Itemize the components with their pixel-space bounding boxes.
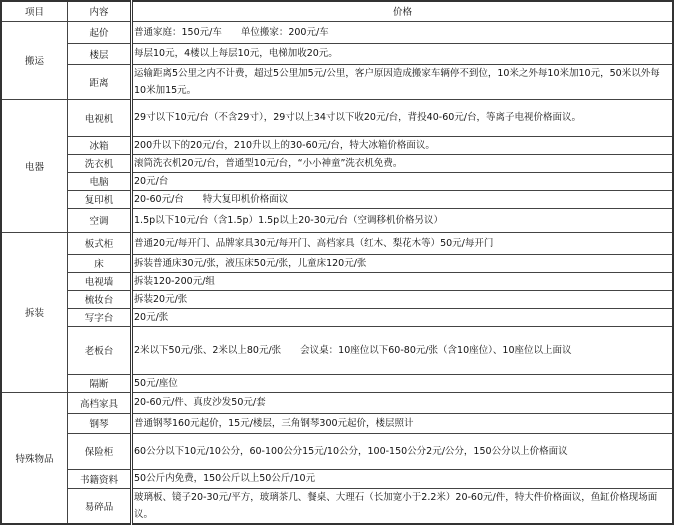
price-cell: 滚筒洗衣机20元/台，普通型10元/台，“小小神童”洗衣机免费。 [132, 154, 674, 172]
price-cell: 20元/张 [132, 308, 674, 326]
category-cell: 拆装 [1, 232, 68, 392]
price-cell: 50元/座位 [132, 374, 674, 392]
price-cell: 拆装120-200元/组 [132, 272, 674, 290]
price-cell: 50公斤内免费，150公斤以上50公斤/10元 [132, 469, 674, 488]
price-cell: 普通20元/每开门、品牌家具30元/每开门、高档家具（红木、梨花木等）50元/每开门 [132, 232, 674, 254]
item-cell: 写字台 [68, 308, 132, 326]
table-row [1, 232, 673, 254]
price-cell: 20元/台 [132, 172, 674, 190]
item-cell: 空调 [68, 208, 132, 232]
table-row [1, 136, 673, 154]
item-cell: 起价 [68, 21, 132, 43]
category-cell: 搬运 [1, 21, 68, 99]
table-row [1, 43, 673, 64]
table-row [1, 254, 673, 272]
item-cell: 电视墙 [68, 272, 132, 290]
table-row [1, 290, 673, 308]
price-cell: 1.5p以下10元/台（含1.5p）1.5p以上20-30元/台（空调移机价格另议） [132, 208, 674, 232]
table-row [1, 172, 673, 190]
price-cell: 普通家庭：150元/车 单位搬家：200元/车 [132, 21, 674, 43]
table-row [1, 469, 673, 488]
item-cell: 冰箱 [68, 136, 132, 154]
item-cell: 复印机 [68, 190, 132, 208]
item-cell: 老板台 [68, 326, 132, 374]
price-cell: 20-60元/件、真皮沙发50元/套 [132, 392, 674, 413]
header-category: 项目 [1, 1, 68, 21]
price-cell: 普通钢琴160元起价，15元/楼层，三角钢琴300元起价，楼层照计 [132, 413, 674, 433]
table-row [1, 392, 673, 413]
item-cell: 保险柜 [68, 433, 132, 469]
item-cell: 易碎品 [68, 488, 132, 524]
price-cell: 玻璃板、镜子20-30元/平方，玻璃茶几、餐桌、大理石（长加宽小于2.2米）20-60元/件，特大件价格面议，鱼缸价格现场面议。 [132, 488, 674, 524]
table-row [1, 272, 673, 290]
price-cell: 200升以下的20元/台，210升以上的30-60元/台，特大冰箱价格面议。 [132, 136, 674, 154]
price-cell: 拆装普通床30元/张，液压床50元/张，儿童床120元/张 [132, 254, 674, 272]
price-cell: 20-60元/台 特大复印机价格面议 [132, 190, 674, 208]
item-cell: 楼层 [68, 43, 132, 64]
table-row [1, 190, 673, 208]
price-cell: 29寸以下10元/台（不含29寸），29寸以上34寸以下收20元/台，背投40-60元/台，等离子电视价格面议。 [132, 99, 674, 136]
item-cell: 床 [68, 254, 132, 272]
price-cell: 2米以下50元/张、2米以上80元/张 会议桌：10座位以下60-80元/张（含10座位）、10座位以上面议 [132, 326, 674, 374]
item-cell: 板式柜 [68, 232, 132, 254]
item-cell: 梳妆台 [68, 290, 132, 308]
header-item: 内容 [68, 1, 132, 21]
price-cell: 拆装20元/张 [132, 290, 674, 308]
table-row [1, 208, 673, 232]
item-cell: 距离 [68, 64, 132, 99]
table-row [1, 99, 673, 136]
table-row [1, 374, 673, 392]
table-row [1, 154, 673, 172]
category-cell: 电器 [1, 99, 68, 232]
item-cell: 电视机 [68, 99, 132, 136]
category-cell: 特殊物品 [1, 392, 68, 524]
table-row [1, 413, 673, 433]
table-header-row [1, 1, 673, 21]
table-row [1, 488, 673, 524]
table-row [1, 308, 673, 326]
item-cell: 隔断 [68, 374, 132, 392]
table-row [1, 21, 673, 43]
item-cell: 书籍资料 [68, 469, 132, 488]
item-cell: 高档家具 [68, 392, 132, 413]
price-cell: 60公分以下10元/10公分，60-100公分15元/10公分，100-150公分2元/公分，150公分以上价格面议 [132, 433, 674, 469]
price-cell: 运输距离5公里之内不计费，超过5公里加5元/公里，客户原因造成搬家车辆停不到位，10米之外每10米加10元，50米以外每10米加15元。 [132, 64, 674, 99]
item-cell: 洗衣机 [68, 154, 132, 172]
item-cell: 钢琴 [68, 413, 132, 433]
item-cell: 电脑 [68, 172, 132, 190]
price-cell: 每层10元，4楼以上每层10元，电梯加收20元。 [132, 43, 674, 64]
table-row [1, 433, 673, 469]
header-price: 价格 [132, 1, 674, 21]
table-row [1, 64, 673, 99]
table-row [1, 326, 673, 374]
